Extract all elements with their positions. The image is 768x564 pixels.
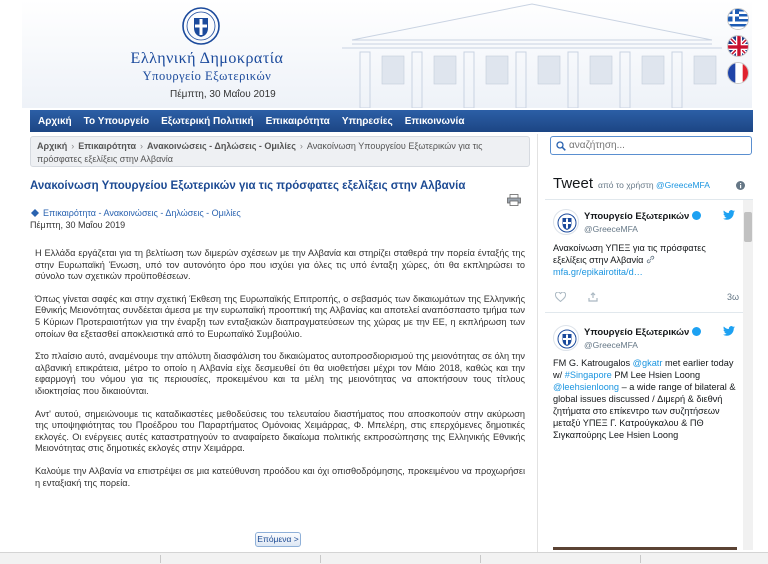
greek-coat-of-arms-icon	[180, 5, 222, 47]
breadcrumb	[30, 136, 530, 167]
tweet-image[interactable]	[553, 547, 737, 550]
article-categories	[30, 208, 241, 218]
next-button[interactable]: Επόμενα >	[255, 532, 301, 547]
scrollbar-thumb[interactable]	[744, 212, 752, 242]
article-paragraph: Αντ' αυτού, σημειώνουμε τις καταδικαστέες μεθοδεύσεις του τελευταίου διαστήματος που αποσκοπούν στην ακύρωση της υποψηφιότητας του Προέδρου του Παραρτήματος Ομόνοιας Χειμάρρας, Φ. Μπελέρη, στις επερχόμενες δημοτικές εκλογές. Οι ενέργειες αυτές καταστρατηγούν το αναφαίρετο δικαίωμα πολιτικής εκπροσώπησης της Ελληνικής Εθνικής Μειονότητας στις δημοτικές εκλογές στην Χειμάρρα.	[35, 408, 525, 454]
tweet-hashtag[interactable]: #Singapore	[564, 370, 612, 380]
article-title: Ανακοίνωση Υπουργείου Εξωτερικών για τις πρόσφατες εξελίξεις στην Αλβανία	[30, 180, 466, 192]
main-navigation	[30, 110, 753, 132]
column-divider	[537, 134, 538, 554]
tweet-text-part: met earlier today w/	[553, 358, 734, 380]
tweet-text-part: FM G. Katrougalos	[553, 358, 631, 368]
nav-item-news[interactable]: Επικαιρότητα	[265, 115, 330, 127]
tweet-actions	[555, 292, 739, 302]
greek-flag-icon[interactable]	[727, 8, 749, 30]
twitter-bird-icon[interactable]	[723, 210, 735, 220]
breadcrumb-separator: ›	[140, 141, 144, 151]
nav-item-ministry[interactable]: Το Υπουργείο	[83, 115, 150, 127]
nav-item-foreign-policy[interactable]: Εξωτερική Πολιτική	[161, 115, 254, 127]
ministry-name	[82, 50, 332, 84]
twitter-byline-handle[interactable]: @GreeceMFA	[655, 180, 710, 190]
avatar[interactable]	[553, 325, 579, 351]
nav-item-contact[interactable]: Επικοινωνία	[404, 115, 465, 127]
article-paragraph: Καλούμε την Αλβανία να επιστρέψει σε μια κατεύθυνση προόδου και όχι οπισθοδρόμησης, προκειμένου να προχωρήσει η ενταξιακή της πορεία.	[35, 465, 525, 488]
twitter-bird-icon[interactable]	[723, 326, 735, 336]
tweet-username-text: Υπουργείο Εξωτερικών	[584, 327, 690, 338]
divider	[545, 312, 743, 313]
print-icon[interactable]	[507, 194, 521, 206]
tweet-username-text: Υπουργείο Εξωτερικών	[584, 211, 690, 222]
tweet-mention[interactable]: @gkatr	[632, 358, 663, 368]
heart-icon[interactable]	[555, 292, 566, 302]
nav-item-home[interactable]: Αρχική	[38, 115, 72, 127]
breadcrumb-separator: ›	[71, 141, 75, 151]
twitter-byline	[598, 180, 710, 190]
ministry-name-line1: Ελληνική Δημοκρατία	[130, 50, 284, 67]
tweet-text	[553, 242, 739, 278]
tweet-handle[interactable]: @GreeceMFA	[584, 340, 638, 350]
search-icon	[556, 141, 566, 151]
article-body	[35, 248, 525, 500]
breadcrumb-news[interactable]: Επικαιρότητα	[78, 141, 137, 151]
twitter-feed[interactable]	[545, 200, 743, 550]
tweet-link[interactable]: mfa.gr/epikairotita/d…	[553, 267, 643, 277]
article-paragraph: Όπως γίνεται σαφές και στην σχετική Έκθεση της Ευρωπαϊκής Επιτροπής, ο σεβασμός των δικαιωμάτων της Ελληνικής Εθνικής Μειονότητας συνδέεται άμεσα με την ευρωπαϊκή προοπτική της Αλβανίας και αποτελεί αναπόσπαστο τμήμα των 5 Κύριων Προτεραιοτήτων για την έναρξη των ενταξιακών διαπραγματεύσεων της χώρας με την ΕΕ, η εκπλήρωση των οποίων θα εξετασθεί αποκλειστικά από το Ευρωπαϊκό Συμβούλιο.	[35, 293, 525, 339]
avatar[interactable]	[553, 209, 579, 235]
breadcrumb-current: Ανακοίνωση Υπουργείου Εξωτερικών για τις πρόσφατες εξελίξεις στην Αλβανία	[37, 141, 483, 164]
twitter-byline-prefix: από το χρήστη	[598, 180, 654, 190]
site-header	[22, 0, 752, 108]
search-input[interactable]	[569, 140, 739, 151]
divider	[480, 555, 481, 563]
ministry-building-illustration	[312, 0, 752, 108]
header-date: Πέμπτη, 30 Μαΐου 2019	[170, 89, 276, 100]
breadcrumb-home[interactable]: Αρχική	[37, 141, 68, 151]
article-categories-link[interactable]: Επικαιρότητα - Ανακοινώσεις - Δηλώσεις - Ομιλίες	[43, 208, 241, 218]
verified-icon	[692, 327, 701, 336]
breadcrumb-announcements[interactable]: Ανακοινώσεις - Δηλώσεις - Ομιλίες	[147, 141, 296, 151]
french-flag-icon[interactable]	[727, 62, 749, 84]
article-paragraph: Στο πλαίσιο αυτό, αναμένουμε την απόλυτη διασφάλιση του δικαιώματος αυτοπροσδιορισμού της μειονότητας σε όλη την αλβανική επικράτεια, μέτρο το οποίο η Αλβανία είχε δεσμευθεί ότι θα υιοθετήσει μέχρι τον Μάιο 2018, καθώς και την εφαρμογή του νόμου για τις περιουσίες, προκειμένου και τα μέλη της μειονότητας να αποκτήσουν τους τίτλους ιδιοκτησίας που δικαιούνται.	[35, 351, 525, 396]
tweet-text-body: Ανακοίνωση ΥΠΕΞ για τις πρόσφατες εξελίξεις στην Αλβανία	[553, 243, 706, 265]
divider	[160, 555, 161, 563]
twitter-header	[553, 175, 753, 192]
tweet-text-part: – a wide range of bilateral & global issues discussed / Διμερή & διεθνή ζητήματα στο επίκεντρο των συζητήσεων μεταξύ ΥΠΕΞ Γ. Κατρούγκαλου & ΠΘ Σιγκαπούρης Lee Hsien Loong	[553, 382, 736, 440]
divider	[320, 555, 321, 563]
browser-bottom-strip	[0, 552, 768, 564]
article-date: Πέμπτη, 30 Μαΐου 2019	[30, 220, 126, 230]
tweet-timestamp[interactable]: 3ω	[726, 292, 739, 302]
twitter-title: Tweet	[553, 175, 594, 192]
category-icon	[30, 208, 40, 218]
tweet-handle[interactable]: @GreeceMFA	[584, 224, 638, 234]
uk-flag-icon[interactable]	[727, 35, 749, 57]
tweet-text-part: PM Lee Hsien Loong	[614, 370, 701, 380]
verified-icon	[692, 211, 701, 220]
ministry-name-line2: Υπουργείο Εξωτερικών	[142, 69, 272, 83]
tweet-username[interactable]	[584, 211, 701, 222]
nav-item-services[interactable]: Υπηρεσίες	[341, 115, 393, 127]
search-box[interactable]	[550, 136, 752, 155]
link-icon	[646, 255, 655, 264]
divider	[640, 555, 641, 563]
tweet-text	[553, 357, 739, 441]
feed-scrollbar[interactable]	[743, 200, 753, 550]
share-icon[interactable]	[588, 292, 598, 302]
info-icon[interactable]	[736, 181, 745, 190]
tweet-username[interactable]	[584, 327, 701, 338]
article-paragraph: Η Ελλάδα εργάζεται για τη βελτίωση των διμερών σχέσεων με την Αλβανία και στηρίζει σταθερά την πορεία ένταξής της στην Ευρωπαϊκή Ένωση, υπό τον αυτονόητο όρο που ισχύει για όλες τις υπό ένταξη χώρες, ότι θα εκπληρώσει το σύνολο των σχετικών προϋποθέσεων.	[35, 248, 525, 282]
tweet-mention[interactable]: @leehsienloong	[553, 382, 620, 392]
breadcrumb-separator: ›	[299, 141, 303, 151]
